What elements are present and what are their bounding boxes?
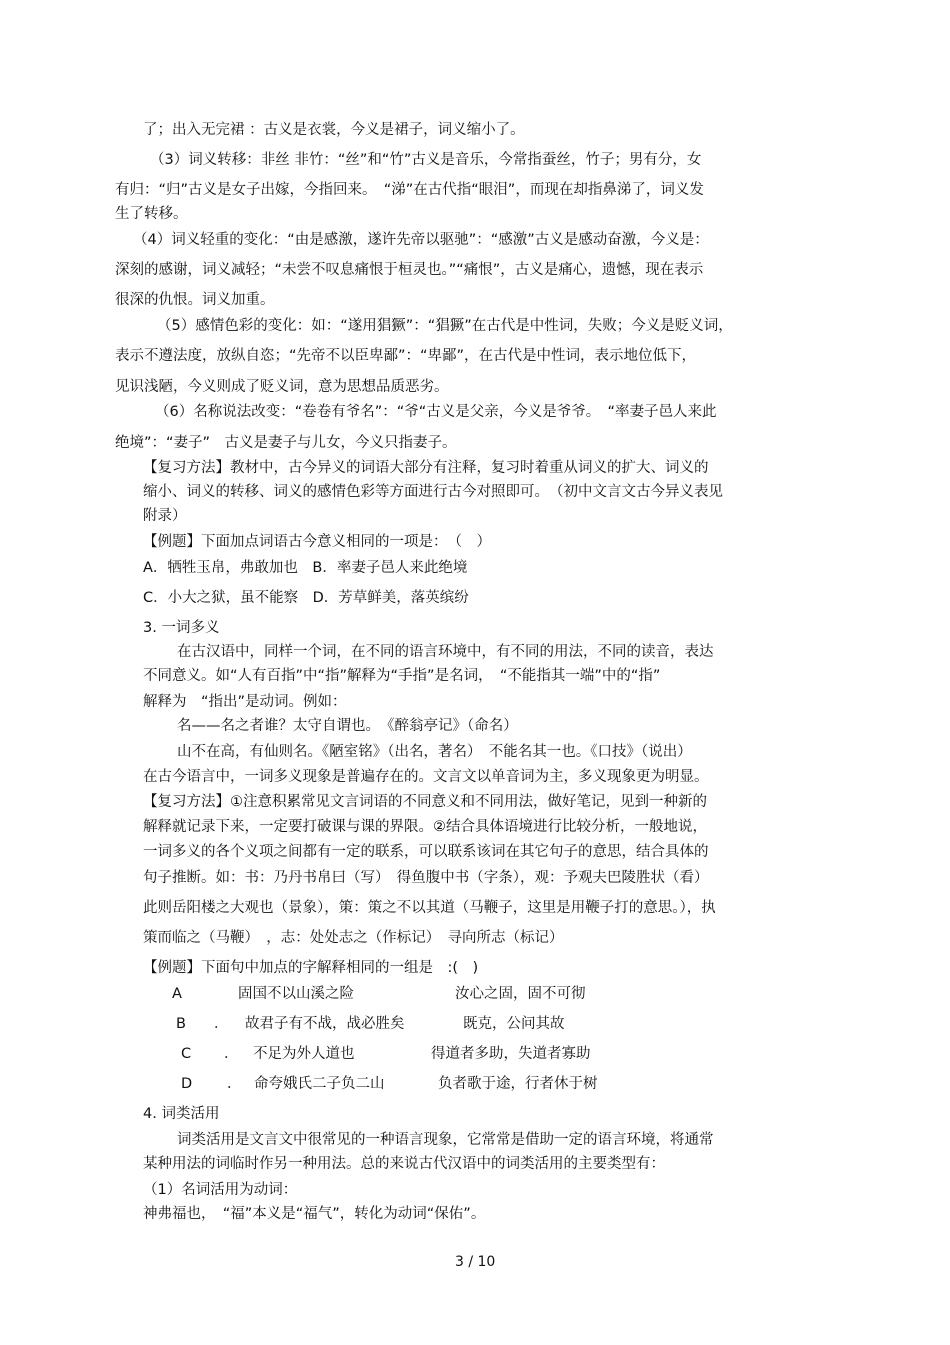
text-line: 了；出入无完裙 ：古义是衣裳，今义是裙子，词义缩小了。	[143, 122, 525, 138]
text-line: 深刻的感谢，词义减轻；“未尝不叹息痛恨于桓灵也。”“痛恨”，古义是痛心，遗憾，现在表示	[115, 262, 704, 278]
page-number: 3 / 10	[455, 1254, 496, 1270]
section-heading: 3. 一词多义	[143, 620, 220, 636]
option-letter: B	[176, 1016, 186, 1032]
option-sentence: 汝心之固，固不可彻	[455, 986, 586, 1002]
text-line: 见识浅陋，今义则成了贬义词，意为思想品质恶劣。	[115, 379, 449, 395]
text-line: C．小大之狱，虽不能察 D．芳草鲜美，落英缤纷	[143, 590, 469, 606]
option-sentence: 不足为外人道也	[253, 1046, 355, 1062]
text-line: 有归：“归”古义是女子出嫁，今指回来。 “涕”在古代指“眼泪”，而现在却指鼻涕了，词义发	[115, 182, 704, 198]
option-sentence: 得道者多助，失道者寡助	[431, 1046, 591, 1062]
text-line: 很深的仇恨。词义加重。	[115, 292, 275, 308]
text-line: 神弗福也， “福”本义是“福气”，转化为动词“保佑”。	[143, 1206, 486, 1222]
option-letter: D	[181, 1076, 193, 1092]
text-line: 不同意义。如“人有百指”中“指”解释为“手指”是名词， “不能指其一端”中的“指”	[143, 668, 661, 684]
text-line: 缩小、词义的转移、词义的感情色彩等方面进行古今对照即可。 （初中文言文古今异义表见	[143, 484, 723, 500]
option-sentence: 既克，公问其故	[463, 1016, 565, 1032]
text-line: （5）感情色彩的变化：如：“遂用猖獗”：“猖獗”在古代是中性词，失败；今义是贬义词，	[157, 318, 733, 334]
text-line: 解释就记录下来，一定要打破课与课的界限。②结合具体语境进行比较分析，一般地说，	[143, 819, 707, 835]
text-line: 名——名之者谁？太守自谓也。 《醉翁亭记》（命名）	[177, 718, 518, 734]
text-line: 【例题】下面加点词语古今意义相同的一项是： （ ）	[143, 534, 491, 550]
text-line: 生了转移。	[115, 206, 188, 222]
text-line: 解释为 “指出”是动词。例如：	[143, 694, 347, 710]
text-line: 句子推断。如：书：乃丹书帛曰（写） 得鱼腹中书（字条），观：予观夫巴陵胜状（看）	[143, 870, 709, 886]
option-sentence: 固国不以山溪之险	[238, 986, 354, 1002]
text-line: 在古今语言中，一词多义现象是普遍存在的。文言文以单音词为主，多义现象更为明显。	[143, 769, 709, 785]
text-line: 【复习方法】教材中，古今异义的词语大部分有注释，复习时着重从词义的扩大、词义的	[143, 460, 709, 476]
section-heading: 4. 词类活用	[143, 1106, 220, 1122]
text-line: （1）名词活用为动词：	[143, 1182, 298, 1198]
text-line: 策而临之（马鞭） ，志：处处志之（作标记） 寻向所志（标记）	[143, 930, 564, 946]
text-line: A．牺牲玉帛，弗敢加也 B．率妻子邑人来此绝境	[143, 560, 468, 576]
option-sentence: 负者歌于途，行者休于树	[438, 1076, 598, 1092]
text-line: 此则岳阳楼之大观也（景象），策：策之不以其道（马鞭子，这里是用鞭子打的意思。），执	[143, 900, 716, 916]
option-dot: ．	[227, 1076, 242, 1092]
text-line: 【复习方法】①注意积累常见文言词语的不同意义和不同用法，做好笔记，见到一种新的	[143, 794, 707, 810]
option-sentence: 命夸娥氏二子负二山	[254, 1076, 385, 1092]
text-line: 附录）	[143, 508, 187, 524]
text-line: （6）名称说法改变：“卷卷有爷名”：“爷“古义是父亲，今义是爷爷。 “率妻子邑人来此	[155, 404, 717, 420]
option-letter: C	[181, 1046, 192, 1062]
option-dot: ．	[214, 1016, 229, 1032]
text-line: 一词多义的各个义项之间都有一定的联系，可以联系该词在其它句子的意思，结合具体的	[143, 844, 709, 860]
text-line: 某种用法的词临时作另一种用法。总的来说古代汉语中的词类活用的主要类型有：	[143, 1156, 665, 1172]
option-dot: ．	[224, 1046, 239, 1062]
text-line: （3）词义转移：非丝 非竹：“丝”和“竹”古义是音乐，今常指蚕丝，竹子；男有分，女	[150, 152, 702, 168]
option-sentence: 故君子有不战，战必胜矣	[245, 1016, 405, 1032]
text-line: 绝境”：“妻子” 古义是妻子与儿女，今义只指妻子。	[115, 435, 457, 451]
text-line: 山不在高，有仙则名。《陋室铭》（出名，著名） 不能名其一也。《口技》（说出）	[177, 744, 692, 760]
text-line: 在古汉语中，同样一个词，在不同的语言环境中，有不同的用法，不同的读音，表达	[177, 644, 714, 660]
text-line: 【例题】下面句中加点的字解释相同的一组是 :( )	[143, 960, 479, 976]
text-line: 词类活用是文言文中很常见的一种语言现象，它常常是借助一定的语言环境，将通常	[177, 1132, 714, 1148]
text-line: （4）词义轻重的变化：“由是感激，遂许先帝以驱驰”：“感激”古义是感动奋激，今义是：	[133, 232, 709, 248]
text-line: 表示不遵法度，放纵自恣；“先帝不以臣卑鄙”：“卑鄙”，在古代是中性词，表示地位低下，	[115, 348, 697, 364]
option-letter: A	[172, 986, 182, 1002]
